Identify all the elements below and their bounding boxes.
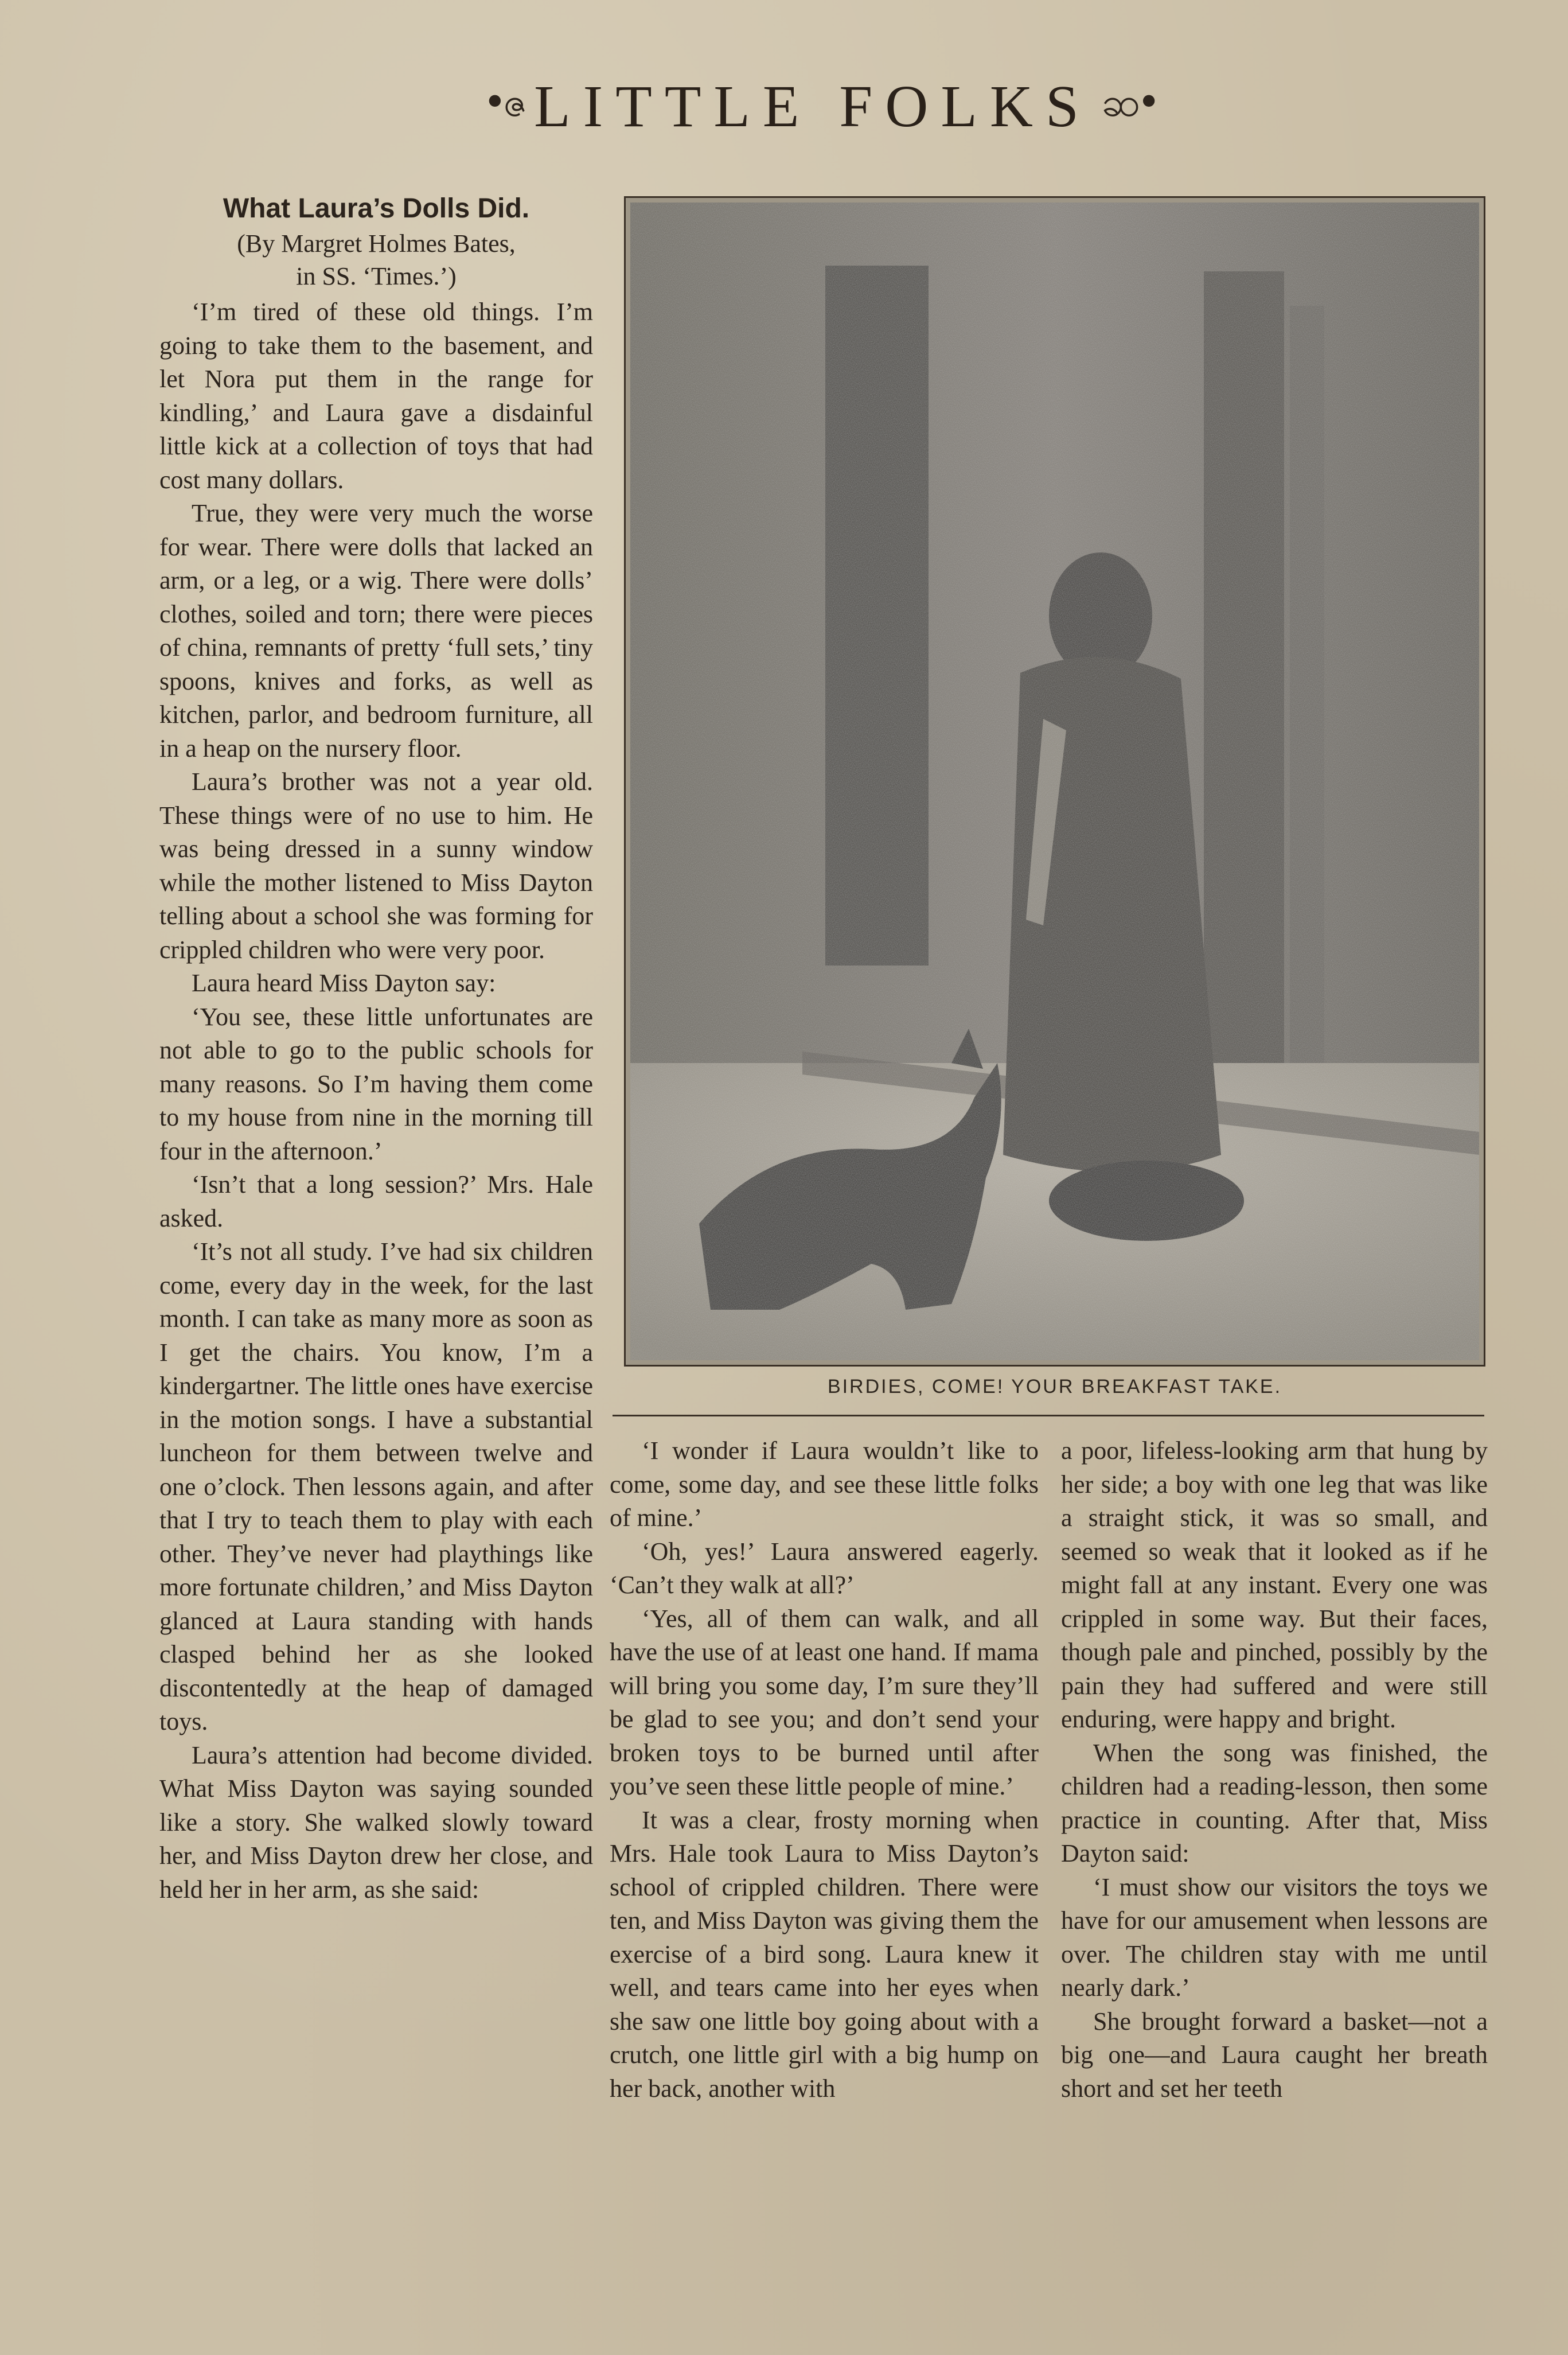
section-divider xyxy=(613,1415,1484,1416)
paragraph: Laura heard Miss Dayton say: xyxy=(192,969,496,997)
paragraph: ‘I wonder if Laura wouldn’t like to come, some day, and see these little folks of mine.’ xyxy=(610,1437,1039,1532)
paragraph: True, they were very much the worse for wear. There were dolls that lacked an arm, or a leg, or a wig. There were dolls’ clothes, soiled and torn; there were pieces of china, remnants of pretty ‘full sets,’ tiny spoons, knives and forks, as well as kitchen, parlor, and bedroom furniture, all in a heap on the nursery floor. xyxy=(159,499,593,762)
paragraph: ‘Yes, all of them can walk, and all have the use of at least one hand. If mama will bring you some day, I’m sure they’ll be glad to see you; and don’t send your broken toys to be burned until after you’ve seen these little people of mine.’ xyxy=(610,1604,1039,1800)
paragraph: Laura’s brother was not a year old. These things were of no use to him. He was being dressed in a sunny window while the mother listened to Miss Dayton telling about a school she was forming for crippled children who were very poor. xyxy=(159,768,593,964)
masthead-title: LITTLE FOLKS xyxy=(534,73,1091,139)
paragraph: ‘Oh, yes!’ Laura answered eagerly. ‘Can’t they walk at all?’ xyxy=(610,1537,1039,1599)
masthead xyxy=(401,69,1239,143)
right-ornament: ဆ• xyxy=(1101,78,1157,126)
photo-caption: BIRDIES, COME! YOUR BREAKFAST TAKE. xyxy=(827,1376,1282,1398)
paragraph: ‘I must show our visitors the toys we have for our amusement when lessons are over. The children stay with me until nearly dark.’ xyxy=(1061,1873,1488,2002)
column-1 xyxy=(159,192,593,1906)
left-ornament: •ဇ xyxy=(483,78,524,126)
paragraph: It was a clear, frosty morning when Mrs. Hale took Laura to Miss Dayton’s school of crippled children. There were ten, and Miss Dayton was giving them the exercise of a bird song. Laura knew it well, and tears came into her eyes when she saw one little boy going about with a crutch, one little girl with a big hump on her back, another with xyxy=(610,1805,1039,2103)
paragraph: ‘It’s not all study. I’ve had six children come, every day in the week, for the last month. I can take as many more as soon as I get the chairs. You know, I’m a kindergartner. The little ones have exercise in the motion songs. I have a substantial luncheon for them between twelve and one o’clock. Then lessons again, and after that I try to teach them to play with each other. They’ve never had playthings like more fortunate children,’ and Miss Dayton glanced at Laura standing with hands clasped behind her as she looked discontentedly at the heap of damaged toys. xyxy=(159,1237,593,1735)
column-3 xyxy=(1061,1434,1488,2105)
article-byline-2: in SS. ‘Times.’) xyxy=(296,262,457,290)
paragraph: ‘You see, these little unfortunates are not able to go to the public schools for many reasons. So I’m having them come to my house from nine in the morning till four in the afternoon.’ xyxy=(159,1002,593,1165)
paragraph: She brought forward a basket—not a big one—and Laura caught her breath short and set her teeth xyxy=(1061,2007,1488,2103)
photo-frame xyxy=(624,196,1485,1367)
girl-with-dog-photo xyxy=(630,203,1479,1360)
article-byline-1: (By Margret Holmes Bates, xyxy=(237,229,516,258)
paragraph: ‘Isn’t that a long session?’ Mrs. Hale asked. xyxy=(159,1170,593,1232)
paragraph: a poor, lifeless-looking arm that hung by her side; a boy with one leg that was like a straight stick, it was so small, and seemed so weak that it looked as if he might fall at any instant. Every one was crippled in some way. But their faces, though pale and pinched, possibly by the pain they had suffered and were still enduring, were happy and bright. xyxy=(1061,1437,1488,1733)
article-title: What Laura’s Dolls Did. xyxy=(223,193,530,224)
column-2 xyxy=(610,1434,1039,2105)
paragraph: ‘I’m tired of these old things. I’m going to take them to the basement, and let Nora put them in the range for kindling,’ and Laura gave a disdainful little kick at a collection of toys that had cost many dollars. xyxy=(159,298,593,494)
paragraph: Laura’s attention had become divided. What Miss Dayton was saying sounded like a story. She walked slowly toward her, and Miss Dayton drew her close, and held her in her arm, as she said: xyxy=(159,1741,593,1904)
paragraph: When the song was finished, the children had a reading-lesson, then some practice in counting. After that, Miss Dayton said: xyxy=(1061,1738,1488,1867)
